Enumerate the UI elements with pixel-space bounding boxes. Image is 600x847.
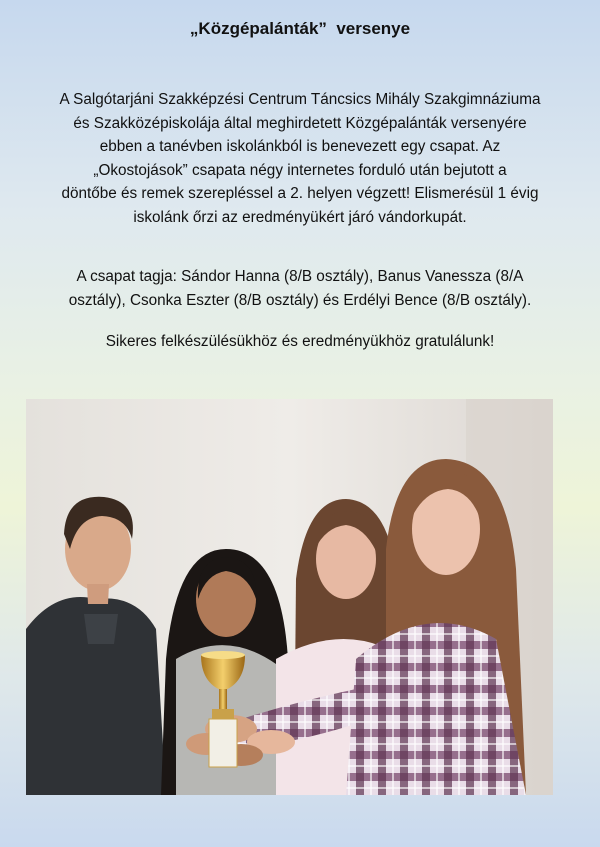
paragraph-line: iskolánk őrzi az eredményükért járó vándorkupát.: [133, 208, 467, 226]
paragraph-line: A Salgótarjáni Szakképzési Centrum Táncsics Mihály Szakgimnáziuma: [59, 91, 541, 108]
paragraph-line: osztály), Csonka Eszter (8/B osztály) és Erdélyi Bence (8/B osztály).: [68, 291, 532, 309]
document-title: „Közgépalánták” versenye: [189, 19, 411, 38]
paragraph-line: és Szakközépiskolája által meghirdetett Közgépalánták versenyére: [73, 114, 527, 132]
intro-paragraph: [20, 88, 580, 229]
paragraph-line: A csapat tagja: Sándor Hanna (8/B osztály), Banus Vanessza (8/A: [76, 268, 524, 285]
paragraph-line: „Okostojások” csapata négy internetes forduló után bejutott a: [93, 161, 507, 179]
team-members-paragraph: [20, 265, 580, 312]
congratulations-paragraph: [20, 330, 580, 354]
paragraph-line: döntőbe és remek szerepléssel a 2. helyen végzett! Elismerésül 1 évig: [61, 185, 539, 202]
team-photo: [26, 399, 553, 795]
paragraph-line: Sikeres felkészülésükhöz és eredményükhöz gratulálunk!: [105, 333, 495, 350]
paragraph-line: ebben a tanévben iskolánkból is benevezett egy csapat. Az: [99, 138, 501, 155]
